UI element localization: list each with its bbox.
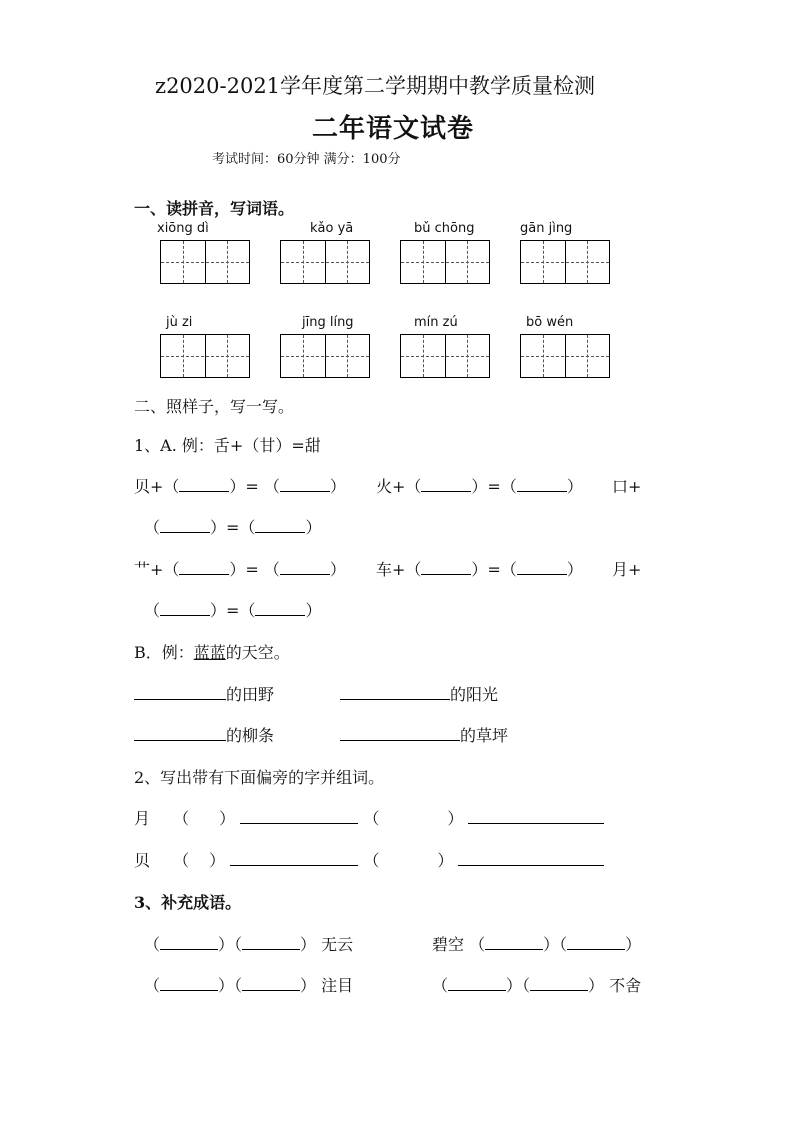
question-3-heading: 3、补充成语。 <box>134 893 242 912</box>
pinyin-label: mín zú <box>414 315 458 330</box>
radical-word-row: 贝 （ ） （ ） <box>134 848 604 871</box>
radical-word-row: 月 （ ） （ ） <box>134 806 604 829</box>
answer-blank[interactable] <box>160 601 210 616</box>
pinyin-label: bǔ chōng <box>414 221 475 236</box>
answer-blank[interactable] <box>280 477 330 492</box>
answer-blank[interactable] <box>134 726 226 741</box>
radical-exercise-row: （ ）=（ ） <box>144 518 322 537</box>
writing-grid[interactable] <box>160 334 250 378</box>
fill-phrase: 的柳条 <box>134 723 274 746</box>
answer-blank[interactable] <box>242 976 300 991</box>
answer-blank[interactable] <box>340 685 450 700</box>
answer-blank[interactable] <box>160 518 210 533</box>
radical-exercise-row: （ ）=（ ） <box>144 601 322 620</box>
pinyin-label: xiōng dì <box>157 221 209 236</box>
fill-phrase: 的阳光 <box>340 682 498 705</box>
writing-grid[interactable] <box>520 240 610 284</box>
example-word: 蓝蓝 <box>193 643 226 662</box>
fill-phrase: 的田野 <box>134 682 274 705</box>
answer-blank[interactable] <box>179 560 229 575</box>
writing-grid[interactable] <box>280 334 370 378</box>
pinyin-label: jīng líng <box>302 315 354 330</box>
radical-exercise-row: 车+（ ）=（ ） <box>376 560 583 579</box>
radical-exercise-row: 火+（ ）=（ ） <box>376 477 583 496</box>
paper-title: 二年语文试卷 <box>312 114 475 144</box>
idiom-item: （ ）（ ） 不舍 <box>432 976 642 995</box>
answer-blank[interactable] <box>160 935 218 950</box>
pinyin-label: gān jìng <box>520 221 573 236</box>
answer-blank[interactable] <box>567 935 625 950</box>
question-2-heading: 2、写出带有下面偏旁的字并组词。 <box>134 768 385 787</box>
answer-blank[interactable] <box>134 685 226 700</box>
answer-blank[interactable] <box>517 560 567 575</box>
exam-title: z2020-2021学年度第二学期期中教学质量检测 <box>155 74 596 98</box>
pinyin-label: jù zi <box>166 315 193 330</box>
pinyin-label: bō wén <box>526 315 574 330</box>
answer-blank[interactable] <box>240 809 358 824</box>
radical-exercise-label: 口+ <box>612 477 642 496</box>
answer-blank[interactable] <box>280 560 330 575</box>
idiom-item: （ ）（ ） 注目 <box>144 976 354 995</box>
answer-blank[interactable] <box>421 477 471 492</box>
answer-blank[interactable] <box>255 601 305 616</box>
answer-blank[interactable] <box>468 809 604 824</box>
section-1-heading: 一、读拼音，写词语。 <box>134 199 295 218</box>
writing-grid[interactable] <box>400 240 490 284</box>
pinyin-label: kǎo yā <box>310 221 354 236</box>
radical-exercise-row: 艹+（ ）= （ ） <box>134 560 346 579</box>
answer-blank[interactable] <box>458 851 604 866</box>
writing-grid[interactable] <box>400 334 490 378</box>
question-1b-heading: B．例：蓝蓝的天空。 <box>134 643 290 662</box>
writing-grid[interactable] <box>160 240 250 284</box>
writing-grid[interactable] <box>520 334 610 378</box>
answer-blank[interactable] <box>230 851 358 866</box>
question-1a-heading: 1、A. 例：舌+（甘）=甜 <box>134 436 321 455</box>
writing-grid[interactable] <box>280 240 370 284</box>
answer-blank[interactable] <box>160 976 218 991</box>
answer-blank[interactable] <box>255 518 305 533</box>
idiom-item: 碧空 （ ）（ ） <box>432 935 642 954</box>
answer-blank[interactable] <box>448 976 506 991</box>
fill-phrase: 的草坪 <box>340 723 508 746</box>
answer-blank[interactable] <box>530 976 588 991</box>
answer-blank[interactable] <box>340 726 460 741</box>
answer-blank[interactable] <box>242 935 300 950</box>
exam-info: 考试时间：60分钟 满分：100分 <box>212 152 401 167</box>
answer-blank[interactable] <box>179 477 229 492</box>
answer-blank[interactable] <box>517 477 567 492</box>
idiom-item: （ ）（ ） 无云 <box>144 935 354 954</box>
answer-blank[interactable] <box>421 560 471 575</box>
radical-exercise-row: 贝+（ ）= （ ） <box>134 477 346 496</box>
radical-exercise-label: 月+ <box>612 560 642 579</box>
answer-blank[interactable] <box>485 935 543 950</box>
section-2-heading: 二、照样子，写一写。 <box>134 397 295 416</box>
